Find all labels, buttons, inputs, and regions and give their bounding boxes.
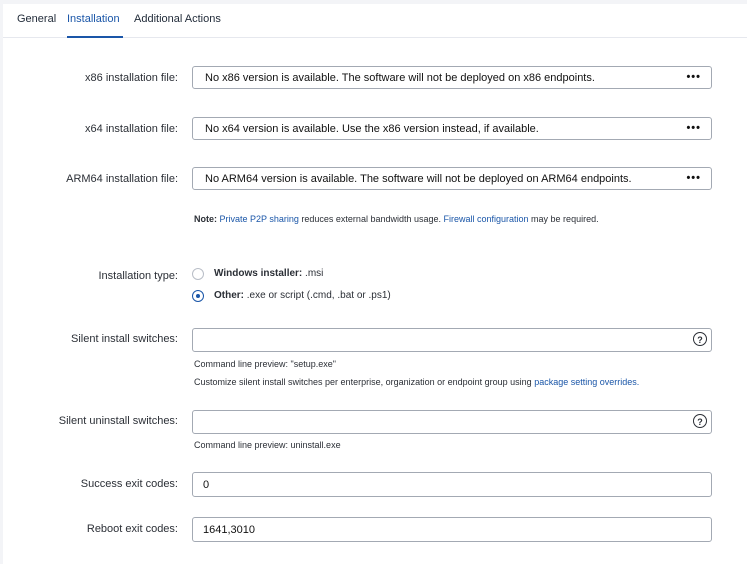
windows-installer-option[interactable]: Windows installer: .msi	[214, 268, 324, 279]
note-text-2: may be required.	[528, 214, 599, 224]
silent-uninstall-help-icon[interactable]: ?	[693, 414, 707, 428]
silent-uninstall-label: Silent uninstall switches:	[58, 415, 178, 427]
x64-more-icon[interactable]: •••	[686, 122, 701, 134]
x64-file-value: No x64 version is available. Use the x86 version instead, if available.	[205, 123, 539, 135]
private-p2p-link[interactable]: Private P2P sharing	[219, 214, 299, 224]
silent-install-label: Silent install switches:	[71, 333, 178, 345]
tab-bar	[3, 4, 747, 38]
radio-windows-installer[interactable]	[192, 268, 204, 280]
other-option[interactable]: Other: .exe or script (.cmd, .bat or .ps1)	[214, 290, 391, 301]
p2p-note	[194, 214, 599, 224]
arm64-file-field[interactable]	[192, 167, 712, 190]
radio-other[interactable]	[192, 290, 204, 302]
tab-additional-actions[interactable]: Additional Actions	[134, 13, 221, 25]
install-type-label: Installation type:	[98, 270, 178, 282]
x86-more-icon[interactable]: •••	[686, 71, 701, 83]
x86-file-field[interactable]	[192, 66, 712, 89]
firewall-config-link[interactable]: Firewall configuration	[443, 214, 529, 224]
x86-file-value: No x86 version is available. The software will not be deployed on x86 endpoints.	[205, 72, 595, 84]
reboot-codes-input[interactable]	[203, 522, 683, 537]
arm64-more-icon[interactable]: •••	[686, 172, 701, 184]
arm64-file-label: ARM64 installation file:	[66, 173, 178, 185]
x64-file-field[interactable]	[192, 117, 712, 140]
silent-uninstall-preview: Command line preview: uninstall.exe	[194, 440, 341, 450]
reboot-codes-label: Reboot exit codes:	[86, 523, 178, 535]
silent-uninstall-field	[192, 410, 712, 434]
tab-general[interactable]: General	[17, 13, 57, 25]
silent-install-field	[192, 328, 712, 352]
success-codes-input[interactable]	[203, 477, 683, 492]
silent-install-preview: Command line preview: "setup.exe"	[194, 359, 336, 369]
x86-file-label: x86 installation file:	[85, 72, 178, 84]
success-codes-field	[192, 472, 712, 497]
installation-panel	[3, 4, 747, 564]
silent-install-help-icon[interactable]: ?	[693, 332, 707, 346]
active-tab-indicator	[67, 36, 123, 38]
silent-install-input[interactable]	[203, 332, 683, 347]
arm64-file-value: No ARM64 version is available. The software will not be deployed on ARM64 endpoints.	[205, 173, 632, 185]
note-prefix: Note:	[194, 214, 217, 224]
success-codes-label: Success exit codes:	[80, 478, 178, 490]
tab-installation[interactable]: Installation	[67, 13, 120, 25]
reboot-codes-field	[192, 517, 712, 542]
x64-file-label: x64 installation file:	[85, 123, 178, 135]
note-text-1: reduces external bandwidth usage.	[298, 214, 444, 224]
silent-uninstall-input[interactable]	[203, 414, 683, 429]
silent-install-hint: Customize silent install switches per enterprise, organization or endpoint group using package setting overrides.	[194, 377, 640, 387]
package-overrides-link[interactable]: package setting overrides.	[534, 377, 640, 387]
